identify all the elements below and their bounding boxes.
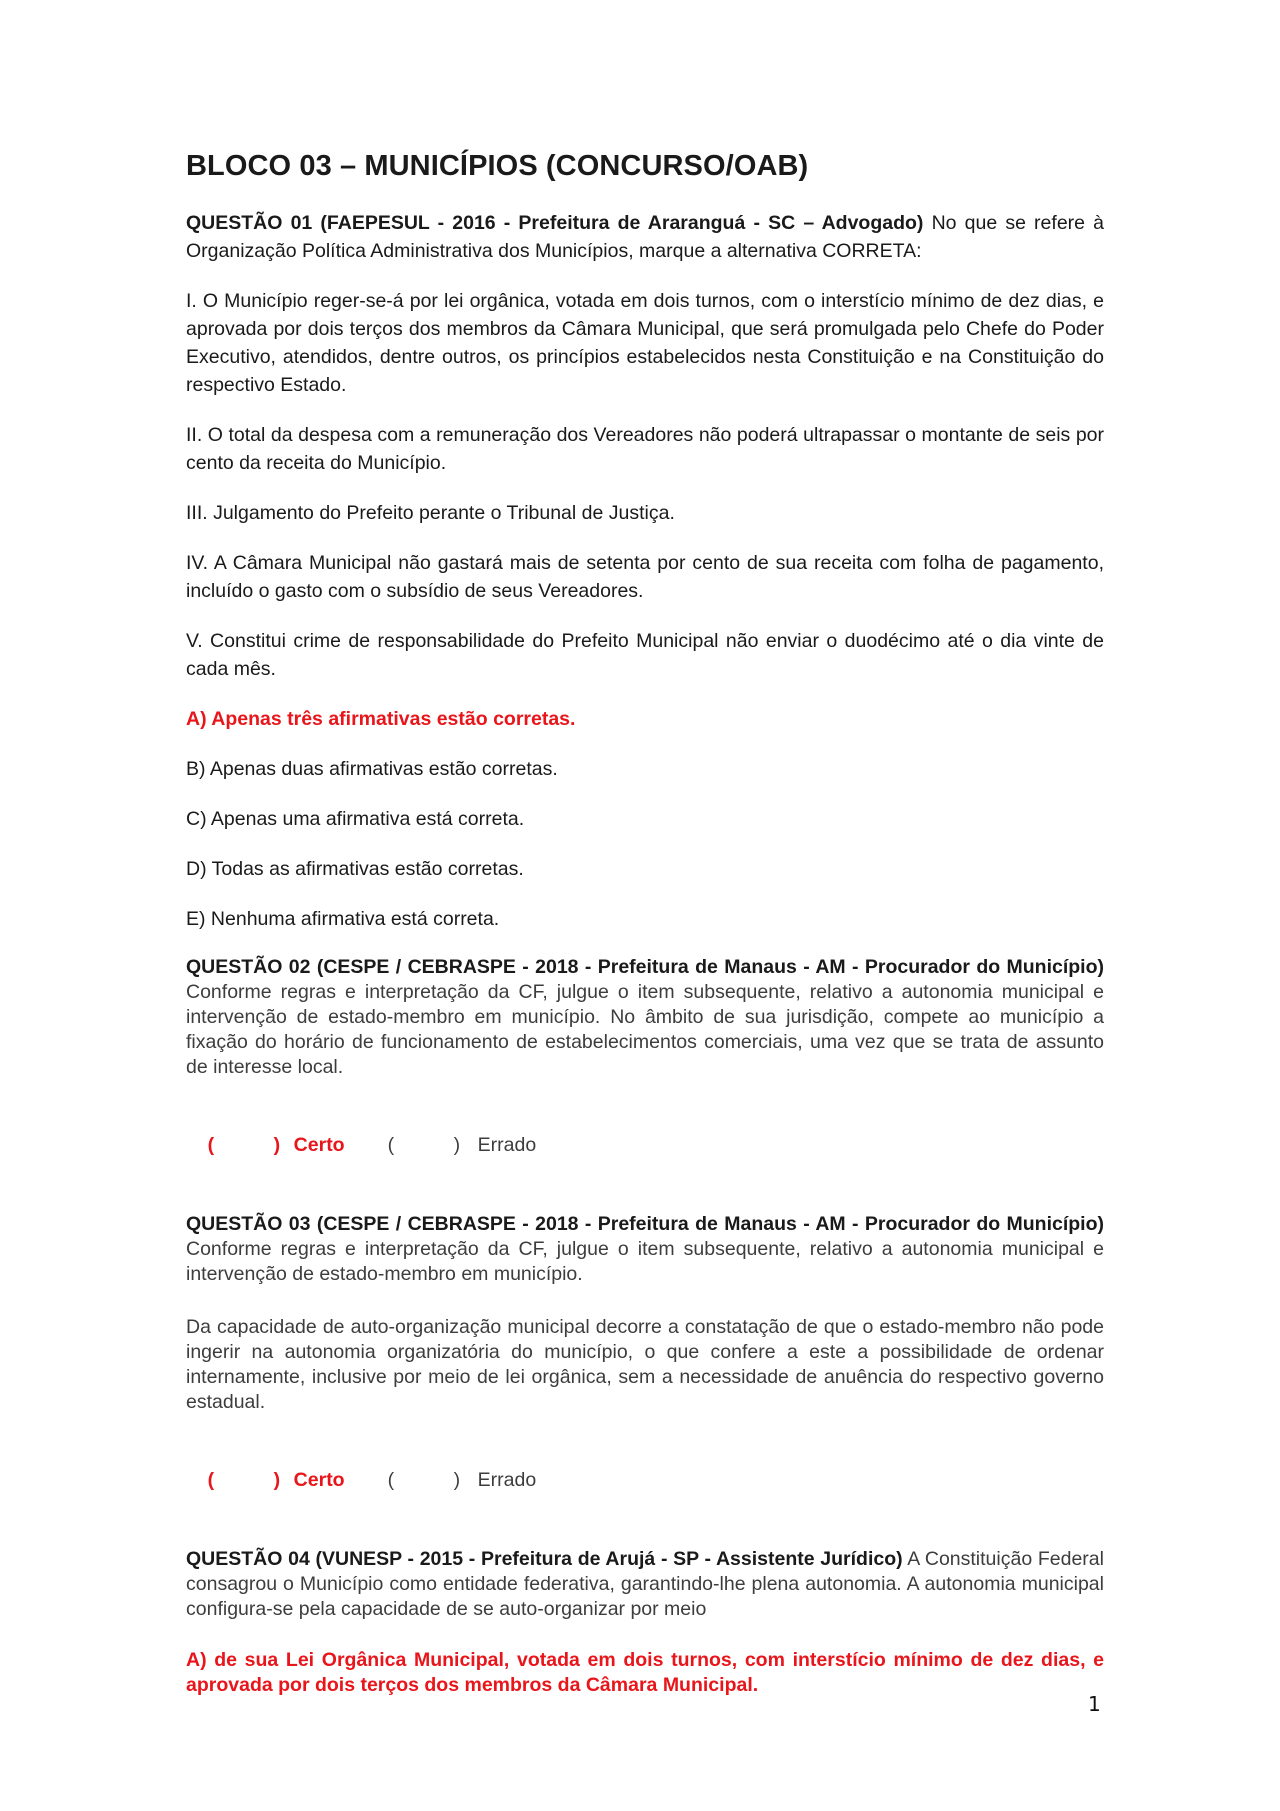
certo-close-paren: ): [273, 1469, 281, 1491]
question-4-header: QUESTÃO 04 (VUNESP - 2015 - Prefeitura de Arujá - SP - Assistente Jurídico): [186, 1548, 903, 1570]
certo-open-paren: (: [207, 1134, 215, 1156]
question-2-answer: [186, 1106, 1104, 1184]
errado-label: Errado: [477, 1469, 537, 1491]
certo-close-paren: ): [273, 1134, 281, 1156]
certo-label: Certo: [293, 1469, 345, 1491]
question-4-option-a-correct: A) de sua Lei Orgânica Municipal, votada em dois turnos, com interstício mínimo de dez dias, e aprovada por dois terços dos membros da Câmara Municipal.: [186, 1649, 1104, 1696]
question-2-text: Conforme regras e interpretação da CF, julgue o item subsequente, relativo a autonomia municipal e intervenção de estado-membro em município.: [186, 981, 1104, 1028]
page-number: 1: [1088, 1692, 1101, 1716]
document-page: [186, 150, 1104, 1726]
question-1-option-d: D) Todas as afirmativas estão corretas.: [186, 858, 524, 880]
question-1-option-e: E) Nenhuma afirmativa está correta.: [186, 908, 500, 930]
question-2-stem: [186, 955, 1104, 1080]
question-1-item-1: I. O Município reger-se-á por lei orgânica, votada em dois turnos, com o interstício mínimo de dez dias, e aprovada por dois terços dos membros da Câmara Municipal, que será promulgada pelo Chefe do Poder Executivo, atendidos, dentre outros, os princípios estabelecidos nesta Constituição e na Constituição do respectivo Estado.: [186, 290, 1104, 396]
question-1-option-c: C) Apenas uma afirmativa está correta.: [186, 808, 525, 830]
question-1-option-b: B) Apenas duas afirmativas estão corretas.: [186, 758, 558, 780]
question-4-text: A Constituição Federal consagrou o Município como entidade federativa, garantindo-lhe plena autonomia. A autonomia municipal configura-se pela capacidade de se auto-organizar por meio: [186, 1548, 1104, 1620]
question-1-header: QUESTÃO 01 (FAEPESUL - 2016 - Prefeitura de Araranguá - SC – Advogado): [186, 212, 924, 234]
question-1-item-3: III. Julgamento do Prefeito perante o Tribunal de Justiça.: [186, 502, 675, 524]
question-2-statement: No âmbito de sua jurisdição, compete ao município a fixação do horário de funcionamento de estabelecimentos comerciais, uma vez que se trata de assunto de interesse local.: [186, 1006, 1105, 1078]
question-1-option-a-correct: A) Apenas três afirmativas estão corretas.: [186, 708, 576, 730]
question-1-item-2: II. O total da despesa com a remuneração dos Vereadores não poderá ultrapassar o montante de seis por cento da receita do Município.: [186, 424, 1104, 474]
errado-label: Errado: [477, 1134, 537, 1156]
certo-label: Certo: [293, 1134, 345, 1156]
errado-close-paren: ): [453, 1134, 461, 1156]
question-1-text: No que se refere à Organização Política Administrativa dos Municípios, marque a alternativa CORRETA:: [186, 212, 1104, 262]
errado-open-paren: (: [387, 1469, 395, 1491]
question-1-item-5: V. Constitui crime de responsabilidade do Prefeito Municipal não enviar o duodécimo até o dia vinte de cada mês.: [186, 630, 1104, 680]
errado-close-paren: ): [453, 1469, 461, 1491]
errado-open-paren: (: [387, 1134, 395, 1156]
question-4-stem: [186, 1547, 1104, 1622]
certo-open-paren: (: [207, 1469, 215, 1491]
question-1-stem: [186, 209, 1104, 265]
question-3-stem: [186, 1212, 1104, 1287]
question-1-item-4: IV. A Câmara Municipal não gastará mais de setenta por cento de sua receita com folha de pagamento, incluído o gasto com o subsídio de seus Vereadores.: [186, 552, 1104, 602]
question-3-statement: Da capacidade de auto-organização municipal decorre a constatação de que o estado-membro não pode ingerir na autonomia organizatória do município, o que confere a este a possibilidade de ordenar internamente, inclusive por meio de lei orgânica, sem a necessidade de anuência do respectivo governo estadual.: [186, 1316, 1104, 1413]
question-3-answer: [186, 1441, 1104, 1519]
page-title: BLOCO 03 – MUNICÍPIOS (CONCURSO/OAB): [186, 150, 809, 182]
question-3-text: Conforme regras e interpretação da CF, julgue o item subsequente, relativo a autonomia municipal e intervenção de estado-membro em município.: [186, 1238, 1104, 1285]
question-2-header: QUESTÃO 02 (CESPE / CEBRASPE - 2018 - Prefeitura de Manaus - AM - Procurador do Município): [186, 956, 1104, 978]
question-3-header: QUESTÃO 03 (CESPE / CEBRASPE - 2018 - Prefeitura de Manaus - AM - Procurador do Município): [186, 1213, 1104, 1235]
